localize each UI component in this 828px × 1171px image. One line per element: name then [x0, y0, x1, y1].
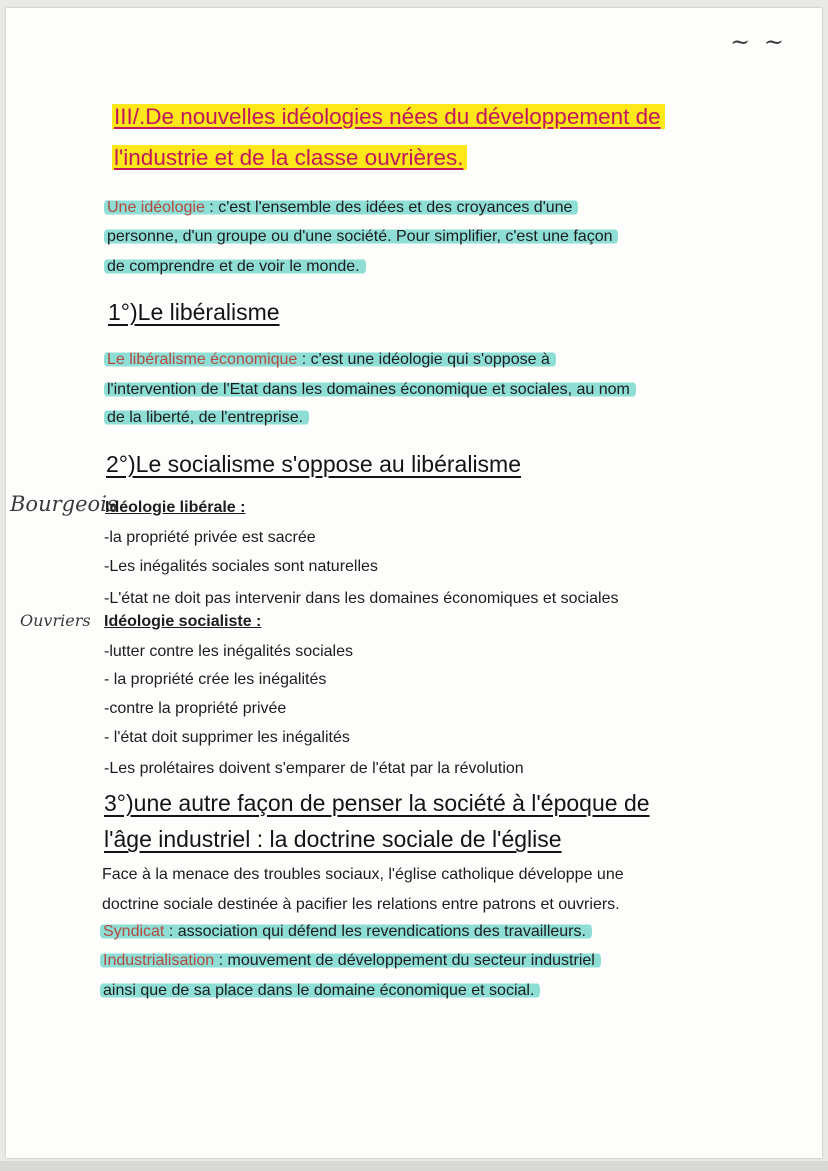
liberalisme-line-1: [104, 351, 556, 369]
page-title-line-1: [112, 104, 665, 130]
title-highlight-2: l'industrie et de la classe ouvrières.: [112, 145, 467, 170]
ideologie-term: Une idéologie: [107, 199, 205, 216]
socialiste-item-4: - l'état doit supprimer les inégalités: [104, 729, 350, 746]
socialiste-item-5: -Les prolétaires doivent s'emparer de l'état par la révolution: [104, 760, 524, 777]
doctrine-line-2: doctrine sociale destinée à pacifier les relations entre patrons et ouvriers.: [102, 896, 620, 913]
syndicat-highlight: [100, 923, 592, 940]
scan-edge: [0, 1161, 828, 1171]
industrialisation-term: Industrialisation: [103, 952, 215, 969]
syndicat-term: Syndicat: [103, 923, 165, 940]
ideologie-line-2: [104, 228, 618, 246]
section-1-heading: 1°)Le libéralisme: [108, 299, 280, 325]
ideologie-highlight-1: [104, 199, 578, 216]
liberalisme-highlight-1: [104, 351, 556, 368]
liberalisme-line-2: [104, 381, 636, 399]
section-2-heading: 2°)Le socialisme s'oppose au libéralisme: [106, 451, 522, 477]
syndicat-def: : association qui défend les revendications des travailleurs.: [164, 923, 586, 940]
liberalisme-highlight-3: de la liberté, de l'entreprise.: [104, 409, 309, 426]
industrialisation-highlight-1: [100, 952, 601, 969]
section-3-heading-line-1: 3°)une autre façon de penser la société à l'époque de: [104, 790, 650, 816]
socialiste-item-3: -contre la propriété privée: [104, 700, 287, 717]
ideologie-line-1: [104, 199, 578, 217]
ideologie-line-3: [104, 258, 366, 276]
socialiste-item-2: - la propriété crée les inégalités: [104, 671, 327, 688]
liberale-item-2: -Les inégalités sociales sont naturelles: [104, 558, 378, 575]
industrialisation-line-2: [100, 982, 540, 1000]
margin-note-ouvriers: Ouvriers: [20, 611, 91, 630]
ideologie-socialiste-heading: Idéologie socialiste :: [104, 613, 262, 630]
industrialisation-line-1: [100, 952, 601, 970]
section-3-heading-line-2: l'âge industriel : la doctrine sociale de l'église: [104, 826, 562, 852]
ideologie-highlight-3: de comprendre et de voir le monde.: [104, 258, 366, 275]
doctrine-line-1: Face à la menace des troubles sociaux, l'église catholique développe une: [102, 866, 624, 883]
liberalisme-line-3: [104, 409, 309, 427]
liberalisme-term: Le libéralisme économique: [107, 351, 298, 368]
corner-handwriting: ~ ~: [730, 28, 787, 56]
industrialisation-def-1: : mouvement de développement du secteur industriel: [214, 952, 595, 969]
liberale-item-1: -la propriété privée est sacrée: [104, 529, 316, 546]
liberalisme-highlight-2: l'intervention de l'Etat dans les domaines économique et sociales, au nom: [104, 381, 636, 398]
liberale-item-3: -L'état ne doit pas intervenir dans les domaines économiques et sociales: [104, 590, 619, 607]
socialiste-item-1: -lutter contre les inégalités sociales: [104, 643, 354, 660]
margin-note-bourgeois: Bourgeois: [10, 492, 118, 516]
ideologie-highlight-2: personne, d'un groupe ou d'une société. Pour simplifier, c'est une façon: [104, 228, 618, 245]
ideologie-liberale-heading: Idéologie libérale :: [105, 499, 246, 516]
syndicat-line: [100, 923, 592, 941]
ideologie-def-1: : c'est l'ensemble des idées et des croyances d'une: [204, 199, 573, 216]
liberalisme-def-1: : c'est une idéologie qui s'oppose à: [297, 351, 550, 368]
industrialisation-highlight-2: ainsi que de sa place dans le domaine économique et social.: [100, 982, 540, 999]
title-highlight-1: III/.De nouvelles idéologies nées du développement de: [112, 104, 665, 129]
page-title-line-2: [112, 145, 467, 171]
